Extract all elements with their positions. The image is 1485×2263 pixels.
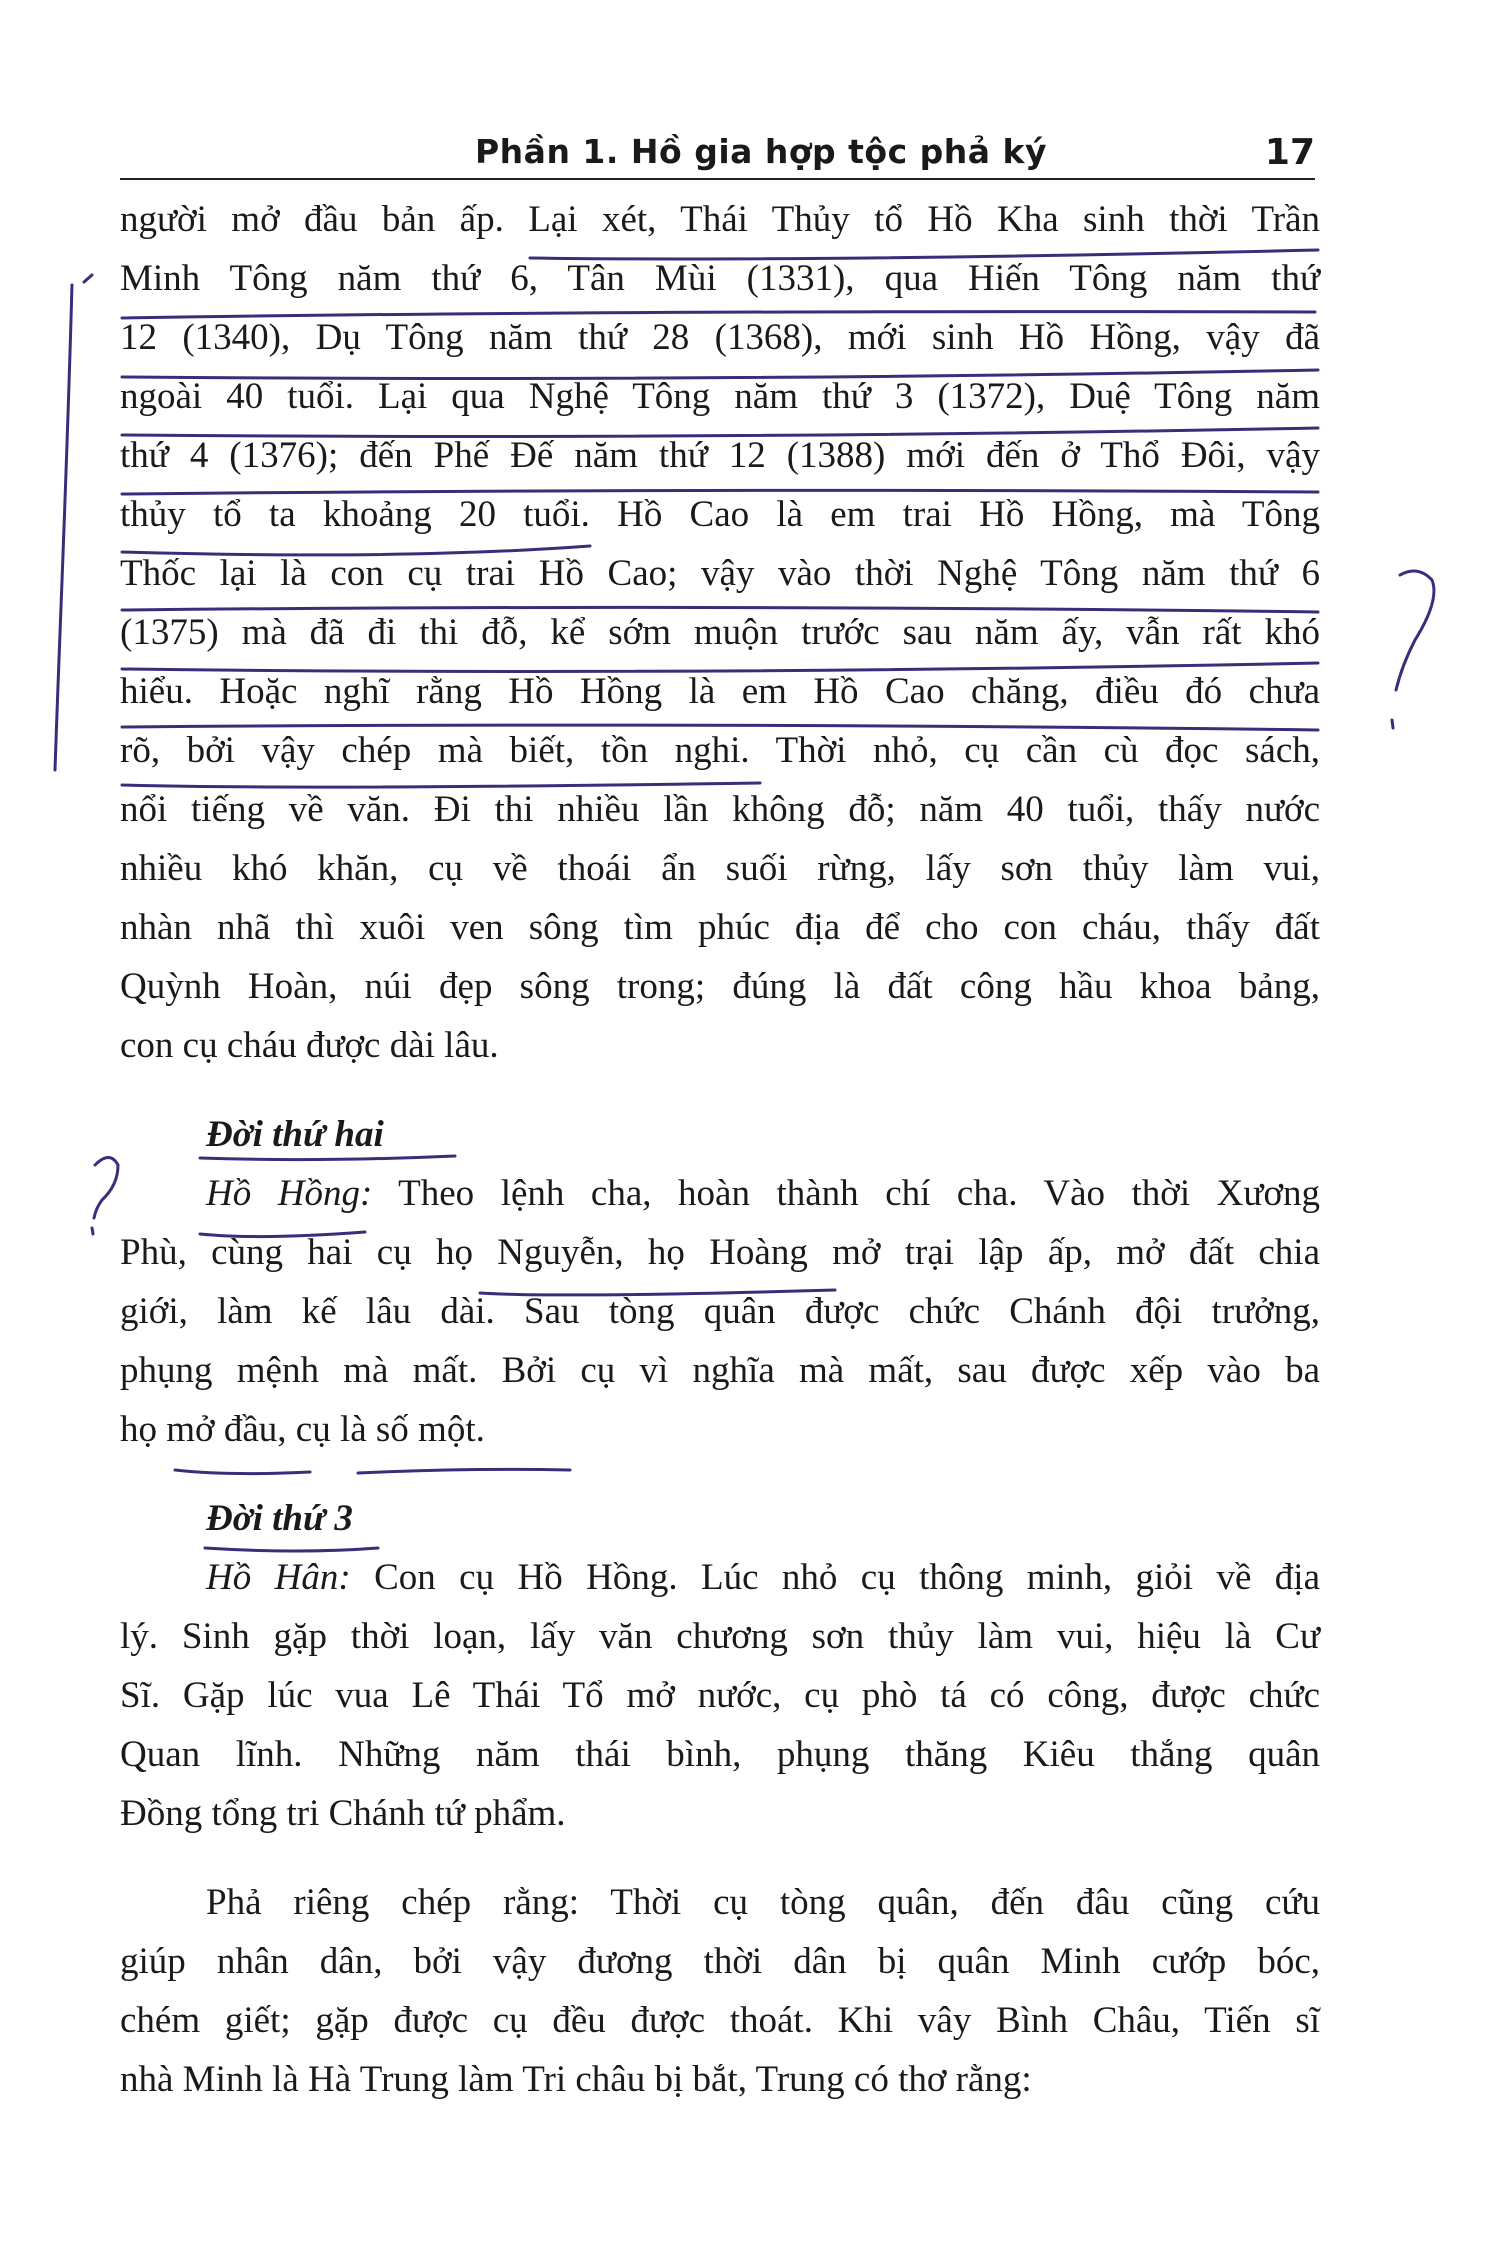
paragraph-intro [120, 190, 1320, 1075]
running-header [120, 128, 1315, 180]
person-name: Hồ Hân: [206, 1557, 351, 1598]
text-line: Quỳnh Hoàn, núi đẹp sông trong; đúng là đất công hầu khoa bảng, [120, 966, 1320, 1007]
paragraph-private-record [120, 1873, 1320, 2109]
text-line: lý. Sinh gặp thời loạn, lấy văn chương sơn thủy làm vui, hiệu là Cư [120, 1616, 1320, 1657]
question-mark [92, 1228, 93, 1234]
text-line: họ mở đầu, cụ là số một. [120, 1409, 485, 1450]
text-line: Hồ Hân: Con cụ Hồ Hồng. Lúc nhỏ cụ thông minh, giỏi về địa [206, 1557, 1320, 1598]
margin-bracket [55, 275, 92, 770]
text-line: giới, làm kế lâu dài. Sau tòng quân được chức Chánh đội trưởng, [120, 1291, 1320, 1332]
text-line: Quan lĩnh. Những năm thái bình, phụng thăng Kiêu thắng quân [120, 1734, 1320, 1775]
text-line: Đồng tổng tri Chánh tứ phẩm. [120, 1793, 566, 1834]
page-body [120, 190, 1320, 2109]
paragraph-generation-2 [120, 1164, 1320, 1459]
text-line: ngoài 40 tuổi. Lại qua Nghệ Tông năm thứ 3 (1372), Duệ Tông năm [120, 376, 1320, 417]
text-line: nổi tiếng về văn. Đi thi nhiều lần không đỗ; năm 40 tuổi, thấy nước [120, 789, 1320, 830]
text-line: phụng mệnh mà mất. Bởi cụ vì nghĩa mà mất, sau được xếp vào ba [120, 1350, 1320, 1391]
text-line: nhàn nhã thì xuôi ven sông tìm phúc địa để cho con cháu, thấy đất [120, 907, 1320, 948]
text-line: 12 (1340), Dụ Tông năm thứ 28 (1368), mới sinh Hồ Hồng, vậy đã [120, 317, 1320, 358]
text-line: Phả riêng chép rằng: Thời cụ tòng quân, đến đâu cũng cứu [206, 1882, 1320, 1923]
section-heading-3: Đời thứ 3 [206, 1498, 353, 1539]
text-line: Minh Tông năm thứ 6, Tân Mùi (1331), qua Hiến Tông năm thứ [120, 258, 1320, 299]
text-line: người mở đầu bản ấp. Lại xét, Thái Thủy tổ Hồ Kha sinh thời Trần [120, 199, 1320, 240]
running-title: Phần 1. Hồ gia hợp tộc phả ký [475, 132, 1047, 171]
text-line: con cụ cháu được dài lâu. [120, 1025, 499, 1066]
question-mark [94, 1158, 118, 1219]
text-line: Phù, cùng hai cụ họ Nguyễn, họ Hoàng mở trại lập ấp, mở đất chia [120, 1232, 1320, 1273]
text-line: thủy tổ ta khoảng 20 tuổi. Hồ Cao là em trai Hồ Hồng, mà Tông [120, 494, 1320, 535]
text-line: giúp nhân dân, bởi vậy đương thời dân bị quân Minh cướp bóc, [120, 1941, 1320, 1982]
text-line: hiểu. Hoặc nghĩ rằng Hồ Hồng là em Hồ Cao chăng, điều đó chưa [120, 671, 1320, 712]
section-heading-2: Đời thứ hai [206, 1114, 384, 1155]
person-name: Hồ Hồng: [206, 1173, 373, 1214]
page-number: 17 [1264, 132, 1315, 173]
paragraph-generation-3 [120, 1548, 1320, 1843]
text-line: thứ 4 (1376); đến Phế Đế năm thứ 12 (1388) mới đến ở Thổ Đôi, vậy [120, 435, 1320, 476]
text-line: nhiều khó khăn, cụ về thoái ẩn suối rừng, lấy sơn thủy làm vui, [120, 848, 1320, 889]
text-line: Thốc lại là con cụ trai Hồ Cao; vậy vào thời Nghệ Tông năm thứ 6 [120, 553, 1320, 594]
text-line: nhà Minh là Hà Trung làm Tri châu bị bắt, Trung có thơ rằng: [120, 2059, 1032, 2100]
text-line: Sĩ. Gặp lúc vua Lê Thái Tổ mở nước, cụ phò tá có công, được chức [120, 1675, 1320, 1716]
question-mark [1396, 571, 1434, 690]
question-mark [1392, 720, 1393, 728]
text-line: rõ, bởi vậy chép mà biết, tồn nghi. Thời nhỏ, cụ cần cù đọc sách, [120, 730, 1320, 771]
text-line: Hồ Hồng: Theo lệnh cha, hoàn thành chí cha. Vào thời Xương [206, 1173, 1321, 1214]
text-line: (1375) mà đã đi thi đỗ, kể sớm muộn trước sau năm ấy, vẫn rất khó [120, 612, 1320, 653]
text-line: chém giết; gặp được cụ đều được thoát. Khi vây Bình Châu, Tiến sĩ [120, 2000, 1320, 2041]
